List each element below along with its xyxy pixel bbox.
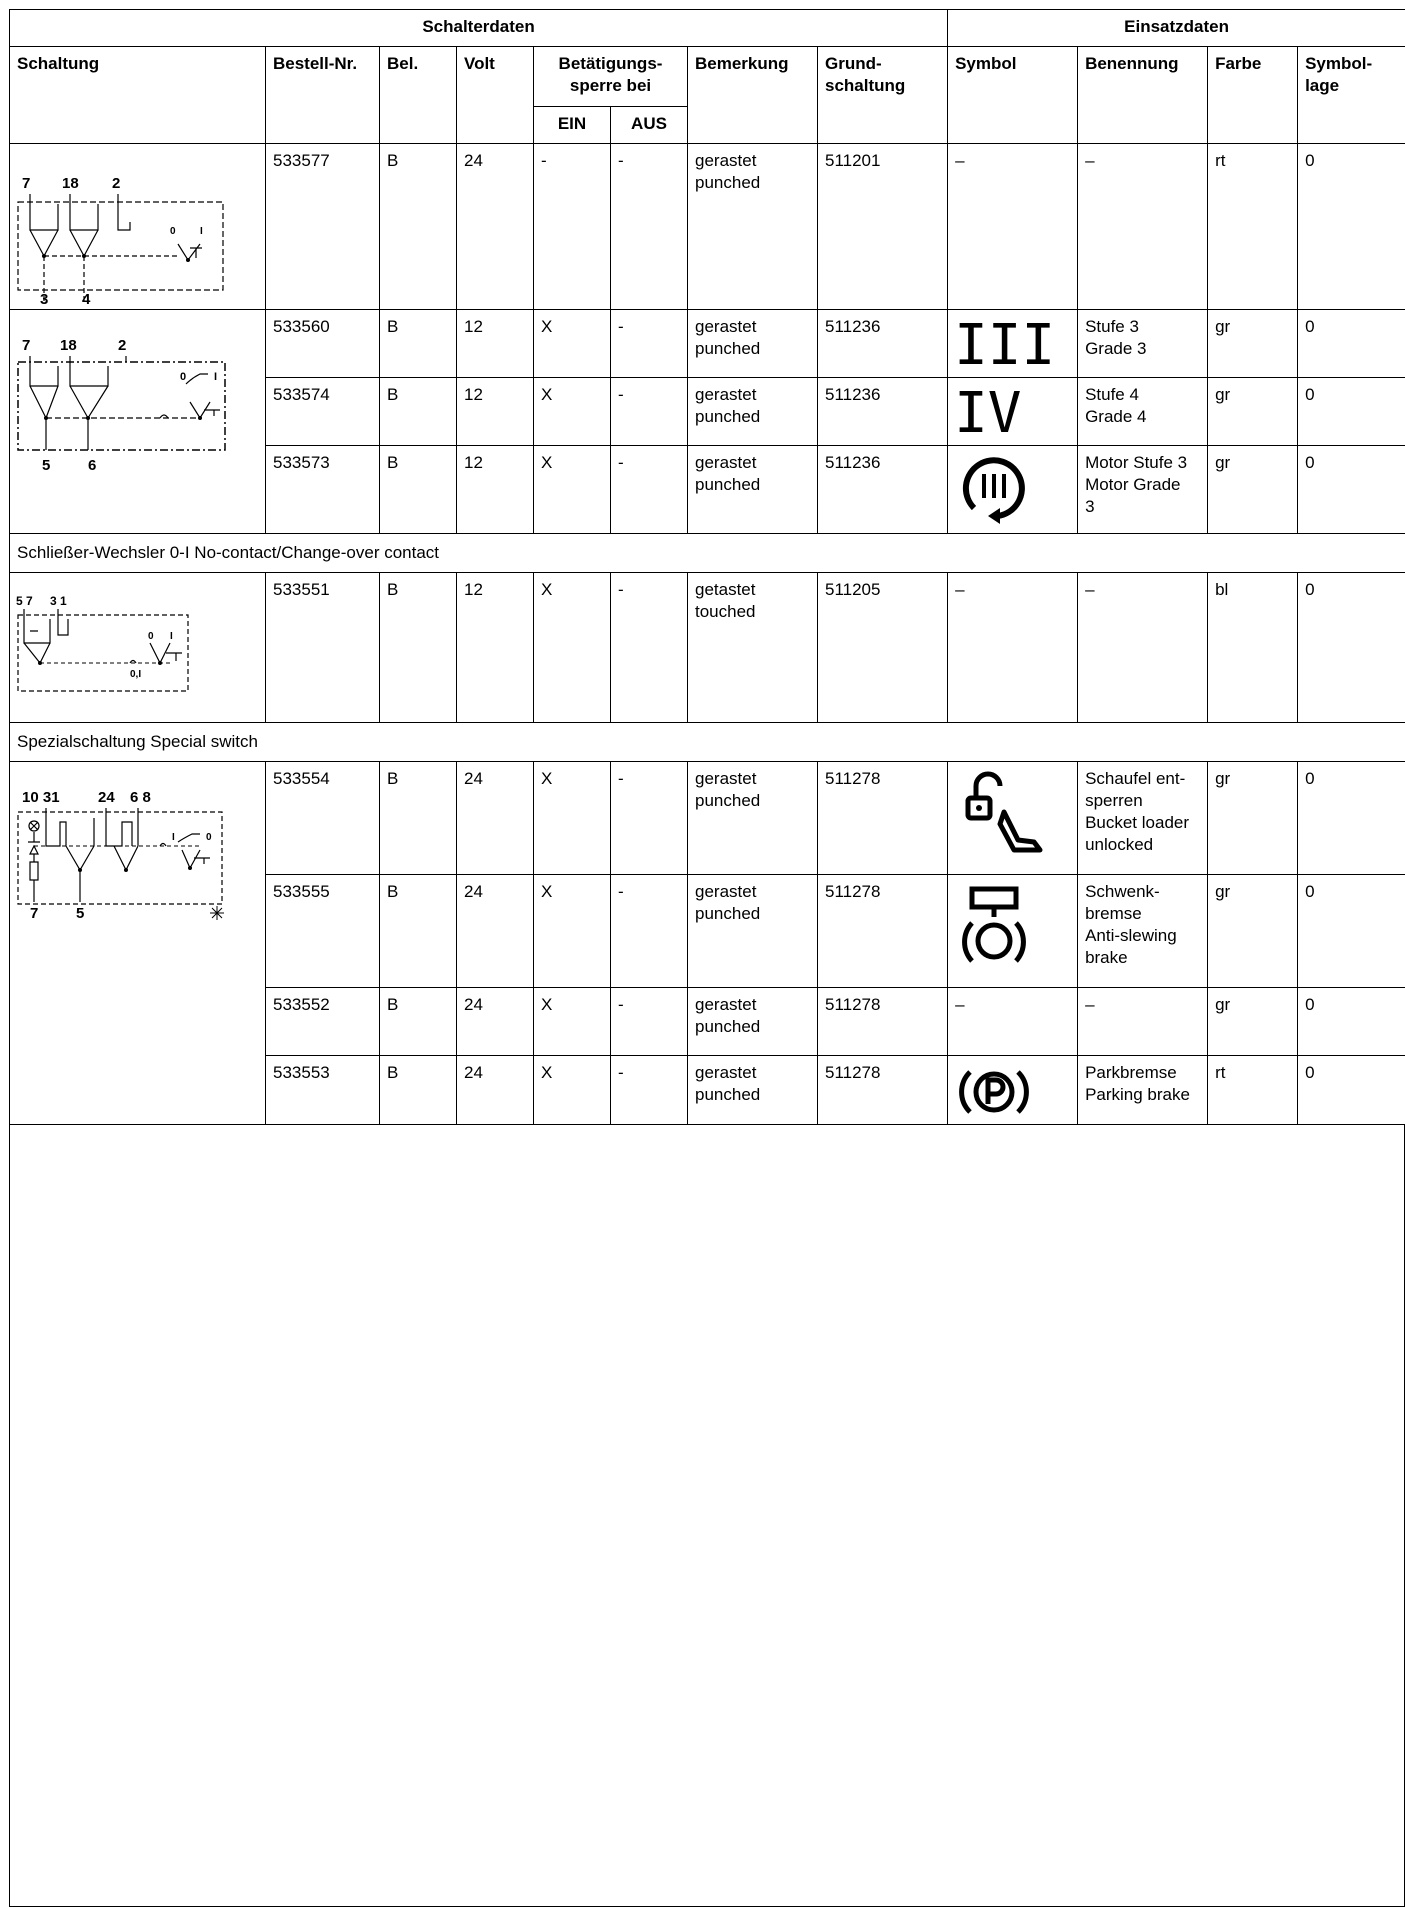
parking-brake-icon [948,1056,1078,1125]
cell-benennung: Motor Stufe 3 Motor Grade 3 [1078,446,1208,534]
cell-benennung: Schwenk- bremse Anti-slewing brake [1078,875,1208,988]
svg-text:4: 4 [82,291,91,308]
cell-lage: 0 [1298,378,1405,446]
cell-farbe: gr [1208,446,1298,534]
col-symbol: Symbol [948,47,1078,144]
cell-ein: - [534,144,611,310]
cell-volt: 12 [457,573,534,723]
col-bel: Bel. [380,47,457,144]
svg-text:I: I [172,832,175,844]
svg-text:5 7: 5 7 [16,594,33,609]
cell-benennung: – [1078,573,1208,723]
cell-bel: B [380,446,457,534]
cell-benennung: – [1078,988,1208,1056]
svg-text:7: 7 [22,337,31,354]
cell-volt: 24 [457,762,534,875]
cell-aus: - [611,875,688,988]
svg-text:18: 18 [62,175,79,192]
cell-bel: B [380,875,457,988]
cell-volt: 12 [457,446,534,534]
cell-bel: B [380,762,457,875]
svg-text:I: I [214,371,218,383]
cell-farbe: gr [1208,762,1298,875]
cell-aus: - [611,378,688,446]
svg-text:2: 2 [112,175,121,192]
cell-ein: X [534,762,611,875]
cell-benennung: Stufe 3 Grade 3 [1078,310,1208,378]
cell-grundschaltung: 511278 [818,762,948,875]
cell-ein: X [534,988,611,1056]
cell-volt: 24 [457,988,534,1056]
cell-aus: - [611,762,688,875]
col-aus: AUS [611,107,688,144]
cell-grundschaltung: 511236 [818,446,948,534]
cell-volt: 24 [457,875,534,988]
cell-ein: X [534,1056,611,1125]
table-row [10,310,1405,378]
cell-aus: - [611,1056,688,1125]
cell-benennung: Stufe 4 Grade 4 [1078,378,1208,446]
cell-bemerkung: gerastet punched [688,144,818,310]
svg-text:10 31: 10 31 [22,789,60,807]
cell-lage: 0 [1298,446,1405,534]
svg-text:18: 18 [60,337,77,354]
col-benennung: Benennung [1078,47,1208,144]
cell-grundschaltung: 511236 [818,310,948,378]
svg-text:I: I [170,631,173,643]
order-number: 533553 [266,1056,380,1125]
cell-aus: - [611,144,688,310]
cell-benennung: Parkbremse Parking brake [1078,1056,1208,1125]
cell-volt: 24 [457,1056,534,1125]
svg-text:0: 0 [206,832,212,844]
cell-aus: - [611,310,688,378]
svg-text:6 8: 6 8 [130,789,151,807]
order-number: 533573 [266,446,380,534]
svg-text:0: 0 [148,631,154,643]
svg-text:24: 24 [98,789,115,807]
grade-4-icon [948,378,1078,446]
svg-text:7: 7 [30,905,39,923]
cell-symbol: – [948,988,1078,1056]
cell-bemerkung: gerastet punched [688,1056,818,1125]
svg-text:I: I [200,226,203,237]
cell-bemerkung: gerastet punched [688,762,818,875]
cell-lage: 0 [1298,762,1405,875]
col-betaetigung: Betätigungs- sperre bei [534,47,688,107]
svg-text:2: 2 [118,337,127,354]
cell-bemerkung: gerastet punched [688,378,818,446]
cell-lage: 0 [1298,988,1405,1056]
grade-3-icon [948,310,1078,378]
cell-grundschaltung: 511278 [818,988,948,1056]
svg-text:0: 0 [180,371,187,383]
cell-farbe: gr [1208,378,1298,446]
cell-ein: X [534,310,611,378]
cell-bemerkung: gerastet punched [688,988,818,1056]
order-number: 533554 [266,762,380,875]
cell-aus: - [611,446,688,534]
cell-symbol: – [948,573,1078,723]
cell-farbe: gr [1208,988,1298,1056]
cell-bel: B [380,988,457,1056]
col-bemerkung: Bemerkung [688,47,818,144]
cell-lage: 0 [1298,144,1405,310]
anti-slewing-brake-icon [948,875,1078,988]
col-grundschaltung: Grund- schaltung [818,47,948,144]
cell-grundschaltung: 511205 [818,573,948,723]
cell-bemerkung: gerastet punched [688,310,818,378]
cell-bemerkung: gerastet punched [688,446,818,534]
cell-ein: X [534,378,611,446]
svg-text:0: 0 [170,226,176,237]
cell-farbe: rt [1208,144,1298,310]
cell-volt: 24 [457,144,534,310]
empty-table-area [9,1125,1405,1907]
roman-three: III [954,313,1056,378]
cell-farbe: gr [1208,310,1298,378]
col-schaltung: Schaltung [10,47,266,144]
cell-lage: 0 [1298,1056,1405,1125]
table-row [10,144,1405,310]
order-number: 533574 [266,378,380,446]
svg-text:0,I: 0,I [130,669,142,681]
svg-text:3: 3 [40,291,49,308]
table-row [10,762,1405,875]
cell-benennung: Schaufel ent- sperren Bucket loader unlocked [1078,762,1208,875]
circuit-diagram-1 [10,144,266,310]
cell-farbe: gr [1208,875,1298,988]
cell-lage: 0 [1298,573,1405,723]
cell-grundschaltung: 511278 [818,1056,948,1125]
table-row [10,573,1405,723]
cell-lage: 0 [1298,310,1405,378]
svg-text:3 1: 3 1 [50,594,67,609]
section-header: Spezialschaltung Special switch [10,723,1405,762]
cell-bemerkung: gerastet punched [688,875,818,988]
cell-ein: X [534,573,611,723]
cell-farbe: rt [1208,1056,1298,1125]
cell-volt: 12 [457,310,534,378]
cell-lage: 0 [1298,875,1405,988]
bucket-unlock-icon [948,762,1078,875]
svg-text:5: 5 [76,905,85,923]
cell-volt: 12 [457,378,534,446]
col-farbe: Farbe [1208,47,1298,144]
cell-aus: - [611,573,688,723]
cell-farbe: bl [1208,573,1298,723]
switch-data-table [9,9,1405,1125]
cell-grundschaltung: 511236 [818,378,948,446]
cell-grundschaltung: 511278 [818,875,948,988]
cell-ein: X [534,875,611,988]
circuit-diagram-4 [10,762,266,1125]
order-number: 533577 [266,144,380,310]
circuit-diagram-3 [10,573,266,723]
cell-bel: B [380,144,457,310]
col-symbollage: Symbol- lage [1298,47,1405,144]
cell-benennung: – [1078,144,1208,310]
header-schalterdaten: Schalterdaten [10,10,948,47]
motor-grade-3-icon [948,446,1078,534]
cell-grundschaltung: 511201 [818,144,948,310]
cell-ein: X [534,446,611,534]
cell-bel: B [380,378,457,446]
roman-four: IV [954,381,1022,446]
order-number: 533551 [266,573,380,723]
order-number: 533560 [266,310,380,378]
cell-bel: B [380,573,457,723]
cell-bel: B [380,310,457,378]
cell-aus: - [611,988,688,1056]
svg-text:5: 5 [42,457,51,474]
order-number: 533552 [266,988,380,1056]
cell-symbol: – [948,144,1078,310]
cell-bemerkung: getastet touched [688,573,818,723]
order-number: 533555 [266,875,380,988]
col-volt: Volt [457,47,534,144]
header-einsatzdaten: Einsatzdaten [948,10,1405,47]
svg-text:6: 6 [88,457,97,474]
section-header: Schließer-Wechsler 0-I No-contact/Change-over contact [10,534,1405,573]
svg-text:7: 7 [22,175,31,192]
circuit-diagram-2 [10,310,266,534]
cell-bel: B [380,1056,457,1125]
col-bestell: Bestell-Nr. [266,47,380,144]
col-ein: EIN [534,107,611,144]
